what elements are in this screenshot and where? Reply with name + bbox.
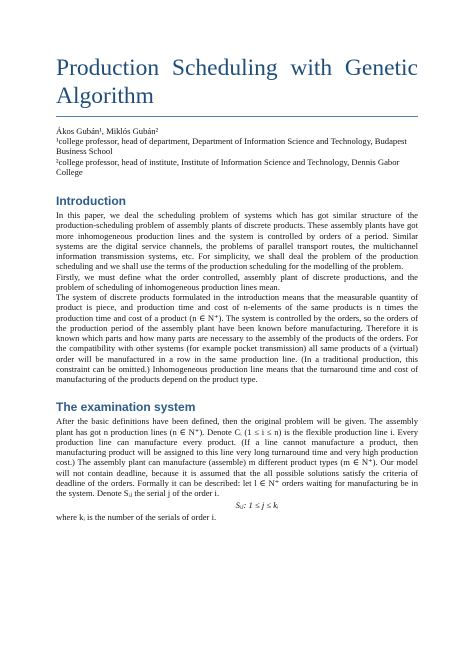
affiliation-1: ¹college professor, head of department, Department of Information Science and Technology, Budapest Business School bbox=[56, 136, 407, 157]
author-block bbox=[56, 126, 418, 177]
serial-formula: Sᵢⱼ: 1 ≤ j ≤ kᵢ bbox=[235, 500, 279, 511]
section-heading-examination-system: The examination system bbox=[56, 400, 196, 415]
paper-title bbox=[56, 0, 418, 110]
intro-paragraph-3: The system of discrete products formulated in the introduction means that the measurable quantity of product is piece, and production time and cost of n-elements of the same products is n times the production time and cost of a product (n ∈ N⁺). The system is controlled by the orders, so the orders of the production period of the assembly plant have been known before manufacturing. Therefore it is known which parts and how many parts are necessary to the assembly of the products of the orders. For the compatibility with other systems (for example pocket transmission) all same products of a (virtual) order will be manufactured in a row in the same production line. (In a traditional production, this constraint can be omitted.) Inhomogeneous production line means that the turnaround time and cost of manufacturing of the products depend on the product type. bbox=[56, 292, 418, 385]
title-rule bbox=[56, 116, 418, 117]
affiliation-2: ²college professor, head of institute, Institute of Information Science and Technology, Dennis Gabor College bbox=[56, 156, 400, 177]
section-heading-introduction: Introduction bbox=[56, 194, 126, 209]
exam-after-formula: where kᵢ is the number of the serials of order i. bbox=[56, 512, 217, 523]
title-line-2: Algorithm bbox=[56, 83, 154, 109]
intro-paragraph-2: Firstly, we must define what the order controlled, assembly plant of discrete productions, and the problem of scheduling of inhomogeneous production lines mean. bbox=[56, 271, 418, 292]
intro-paragraph-1: In this paper, we deal the scheduling problem of systems which has got similar structure of the production-scheduling problem of assembly plants of discrete products. These assembly plants have got more inhomogeneous production lines and the system is controlled by orders of a period. Similar systems are the digital service channels, the problems of parallel transport routes, the multichannel information transmission systems, etc. For simplicity, we shall deal the problem of the production scheduling and we shall use the terms of the production scheduling for the modelling of the problem. bbox=[56, 210, 418, 272]
exam-paragraph-1: After the basic definitions have been defined, then the original problem will be given. The assembly plant has got n production lines (n ∈ N⁺). Denote Cᵢ (1 ≤ i ≤ n) is the flexible production line i. Every production line can manufacture every product. (If a line cannot manufacture a product, then manufacturing product will be assigned to this line very long turnaround time and very high production cost.) The assembly plant can manufacture (assemble) m different product types (m ∈ N⁺). Our model will not contain deadline, because it is assumed that the all possible solutions satisfy the criteria of deadline of the orders. Formally it can be described: let l ∈ N⁺ orders waiting for manufacturing be in the system. Denote Sᵢⱼ the serial j of the order i. bbox=[56, 416, 418, 499]
title-line-1: Production Scheduling with Genetic bbox=[56, 55, 418, 81]
author-names: Ákos Gubán¹, Miklós Gubán² bbox=[56, 126, 159, 136]
